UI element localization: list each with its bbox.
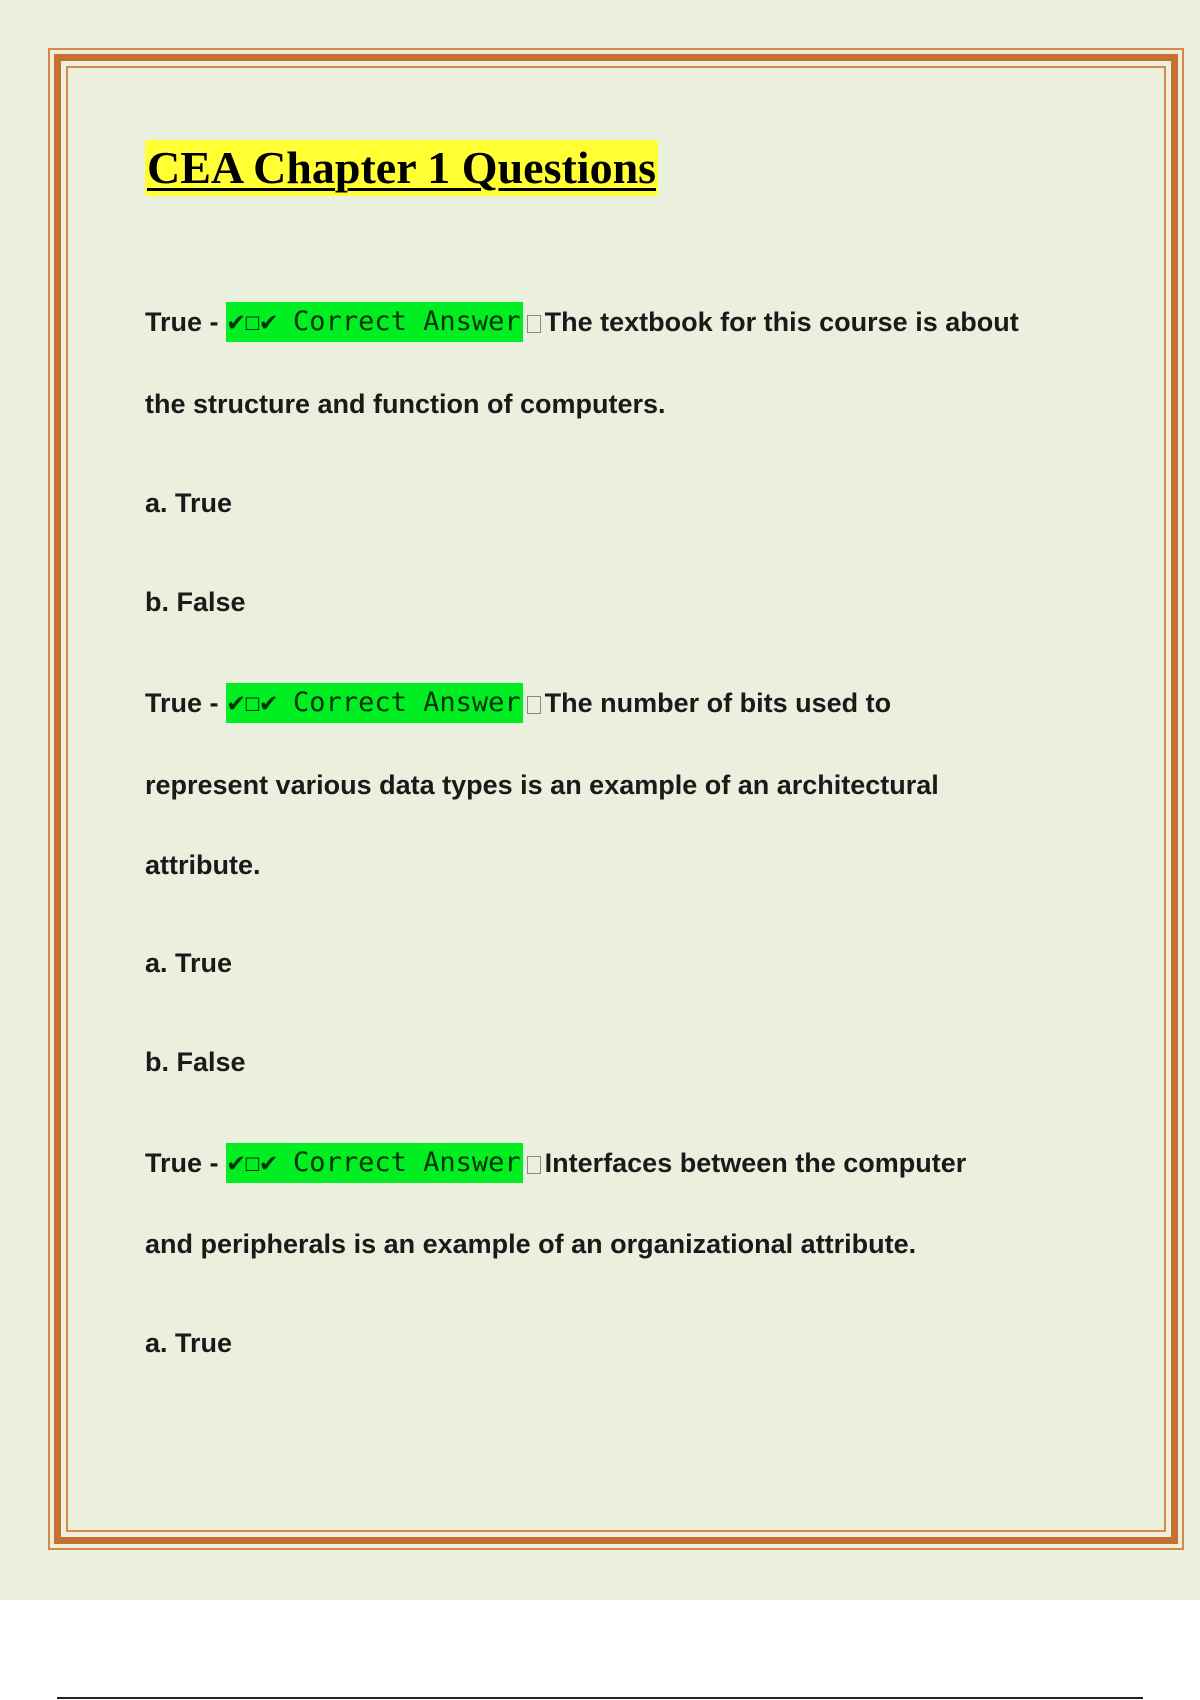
question-first-line bbox=[145, 302, 1019, 342]
document-content bbox=[145, 140, 1105, 1358]
option-a: a. True bbox=[145, 1328, 233, 1358]
question-text: The textbook for this course is about bbox=[544, 307, 1019, 337]
question-text-line: and peripherals is an example of an organizational attribute. bbox=[145, 1229, 917, 1259]
correct-answer-badge: ✔☐✔ Correct Answer bbox=[226, 1143, 523, 1183]
option-b: b. False bbox=[145, 587, 246, 617]
separator-box-icon bbox=[527, 1156, 541, 1174]
question-first-line bbox=[145, 683, 891, 723]
answer-label: True - bbox=[145, 307, 219, 337]
answer-label: True - bbox=[145, 688, 219, 718]
question-text: The number of bits used to bbox=[544, 688, 892, 718]
question-text-line: attribute. bbox=[145, 850, 261, 880]
separator-box-icon bbox=[527, 696, 541, 714]
option-a: a. True bbox=[145, 488, 233, 518]
question-text: Interfaces between the computer bbox=[544, 1148, 967, 1178]
question-text-line: the structure and function of computers. bbox=[145, 389, 666, 419]
answer-label: True - bbox=[145, 1148, 219, 1178]
option-a: a. True bbox=[145, 948, 233, 978]
question-text-line: represent various data types is an example of an architectural bbox=[145, 770, 939, 800]
question-first-line bbox=[145, 1143, 966, 1183]
document-title: CEA Chapter 1 Questions bbox=[145, 140, 658, 196]
correct-answer-badge: ✔☐✔ Correct Answer bbox=[226, 683, 523, 723]
separator-box-icon bbox=[527, 315, 541, 333]
correct-answer-badge: ✔☐✔ Correct Answer bbox=[226, 302, 523, 342]
option-b: b. False bbox=[145, 1047, 246, 1077]
footer-divider bbox=[57, 1697, 1143, 1699]
